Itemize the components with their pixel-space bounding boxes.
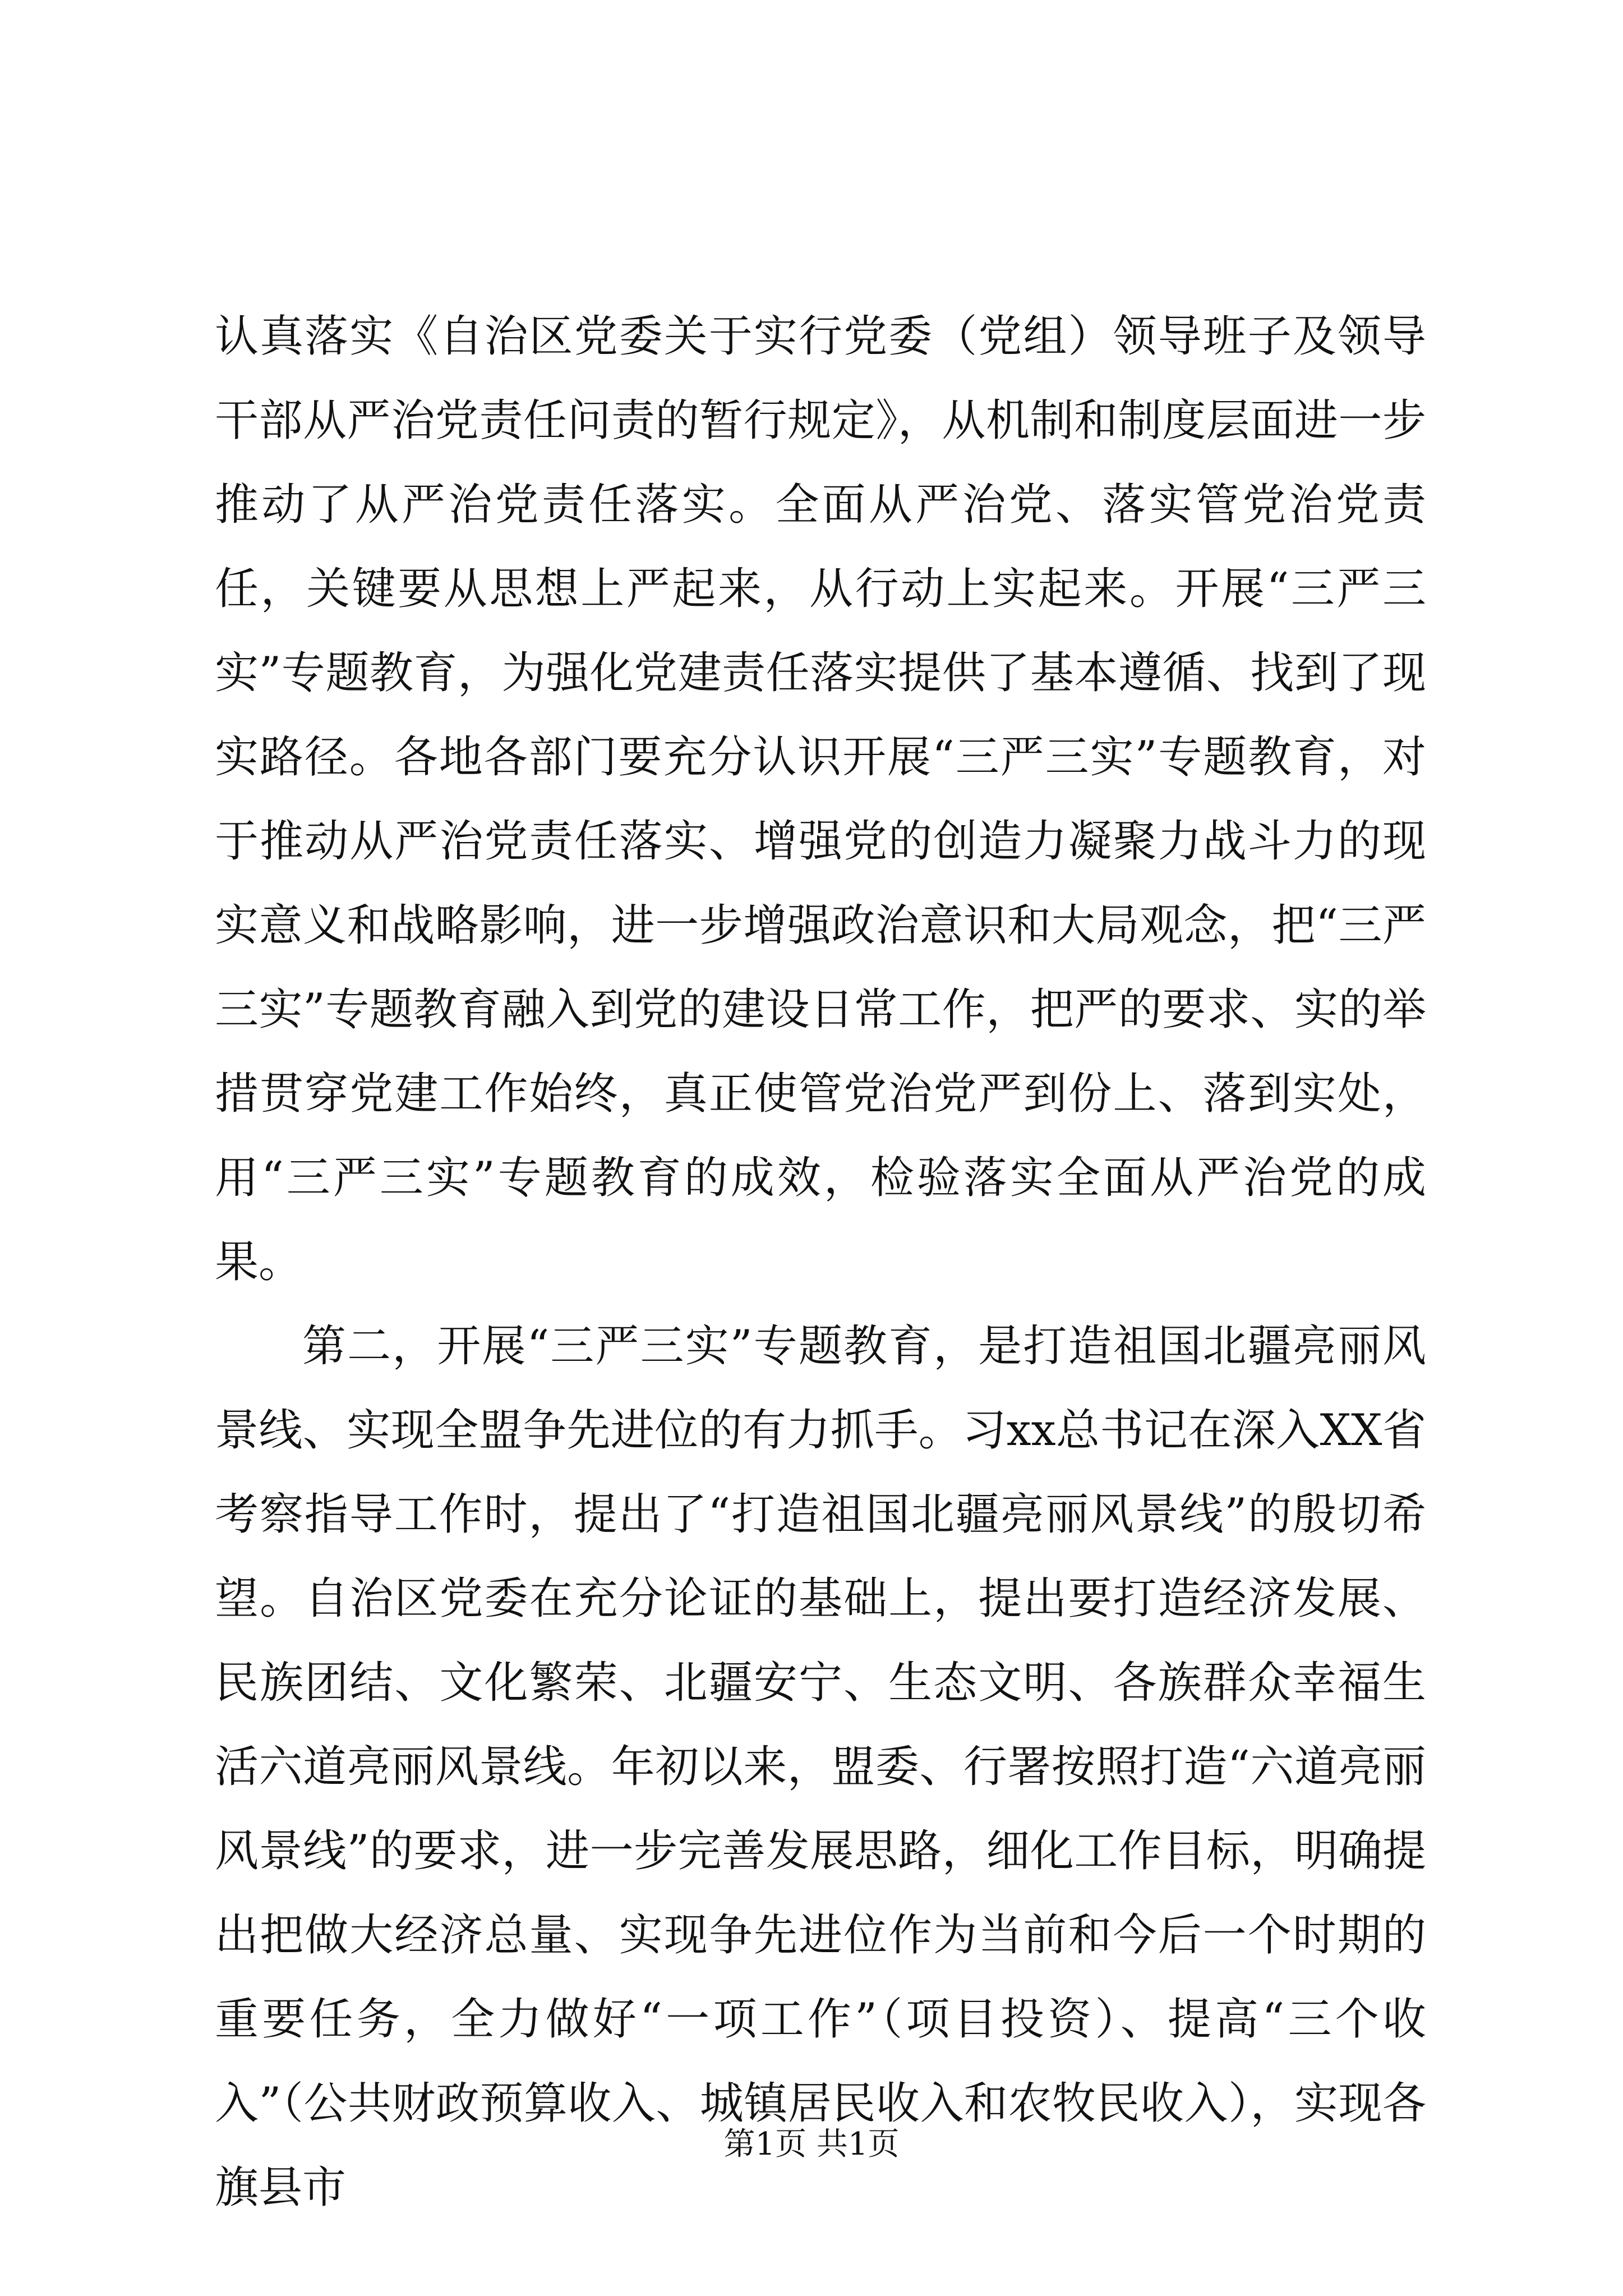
page-footer: 第1页 共1页 <box>723 2126 900 2162</box>
document-body <box>215 295 1426 2230</box>
paragraph-1: 认真落实《自治区党委关于实行党委（党组）领导班子及领导干部从严治党责任问责的暂行规定》，从机制和制度层面进一步推动了从严治党责任落实。全面从严治党、落实管党治党责任，关键要从思想上严起来，从行动上实起来。开展“三严三实”专题教育，为强化党建责任落实提供了基本遵循、找到了现实路径。各地各部门要充分认识开展“三严三实”专题教育，对于推动从严治党责任落实、增强党的创造力凝聚力战斗力的现实意义和战略影响，进一步增强政治意识和大局观念，把“三严三实”专题教育融入到党的建设日常工作，把严的要求、实的举措贯穿党建工作始终，真正使管党治党严到份上、落到实处，用“三严三实”专题教育的成效，检验落实全面从严治党的成果。 <box>215 311 1426 1287</box>
paragraph-2: 第二，开展“三严三实”专题教育，是打造祖国北疆亮丽风景线、实现全盟争先进位的有力抓手。习xx总书记在深入XX省考察指导工作时，提出了“打造祖国北疆亮丽风景线”的殷切希望。自治区党委在充分论证的基础上，提出要打造经济发展、民族团结、文化繁荣、北疆安宁、生态文明、各族群众幸福生活六道亮丽风景线。年初以来，盟委、行署按照打造“六道亮丽风景线”的要求，进一步完善发展思路，细化工作目标，明确提出把做大经济总量、实现争先进位作为当前和今后一个时期的重要任务，全力做好“一项工作”（项目投资）、提高“三个收入”（公共财政预算收入、城镇居民收入和农牧民收入），实现各旗县市 <box>215 1321 1426 2213</box>
